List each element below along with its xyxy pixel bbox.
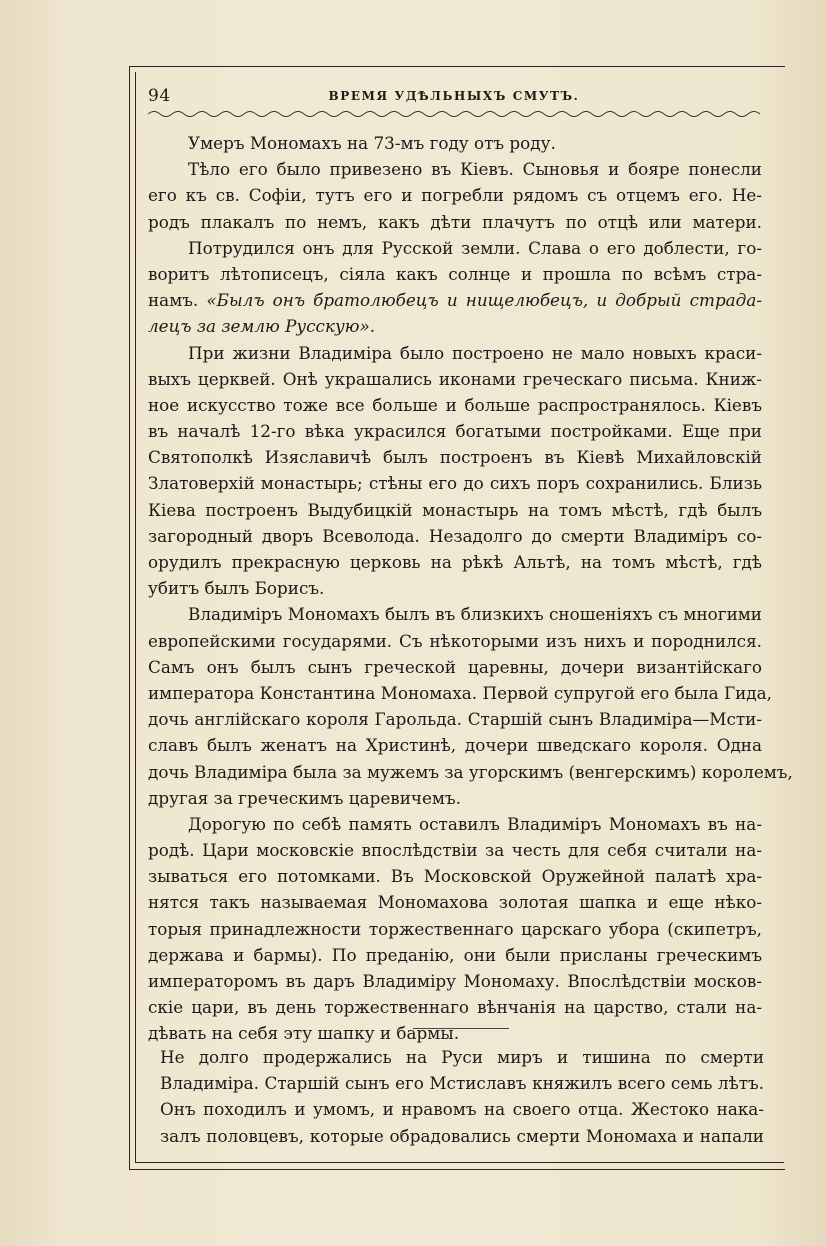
text-line: [148, 575, 762, 601]
text-line: [148, 130, 762, 156]
text-line: [148, 156, 762, 182]
page-number: 94: [148, 86, 171, 106]
text-line-content: залъ половцевъ, которые обрадовались смерти Мономаха и напали: [160, 1125, 764, 1146]
page-header: [148, 86, 760, 108]
text-line-content: родѣ. Цари московскіе впослѣдствіи за честь для себя считали на-: [148, 840, 762, 861]
text-line: [148, 654, 762, 680]
text-line-content: зываться его потомками. Въ Московской Оружейной палатѣ хра-: [148, 866, 762, 887]
text-line: [148, 916, 762, 942]
text-line: [148, 863, 762, 889]
text-line: [148, 523, 762, 549]
text-line-content: другая за греческимъ царевичемъ.: [148, 787, 461, 808]
italic-quote: «Былъ онъ братолюбецъ и нищелюбецъ, и добрый страда-: [206, 290, 762, 311]
text-line-content: Онъ походилъ и умомъ, и нравомъ на своего отца. Жестоко нака-: [160, 1099, 764, 1120]
text-line: [148, 392, 762, 418]
text-line: [148, 313, 762, 339]
text-line-content: Дорогую по себѣ память оставилъ Владиміръ Мономахъ въ на-: [188, 813, 762, 834]
text-line: [148, 287, 762, 313]
text-line: [148, 182, 762, 208]
text-line: [148, 732, 762, 758]
text-line: [148, 759, 793, 785]
text-line: [148, 628, 762, 654]
text-line-content: держава и бармы). По преданію, они были присланы греческимъ: [148, 944, 762, 965]
text-line-content: орудилъ прекрасную церковь на рѣкѣ Альтѣ, на томъ мѣстѣ, гдѣ: [148, 552, 762, 572]
text-line-content: Умеръ Мономахъ на 73-мъ году отъ роду.: [188, 133, 556, 153]
text-line: [148, 549, 762, 575]
text-line: [148, 706, 762, 732]
text-line: [148, 470, 762, 496]
text-line-content: Владиміръ Мономахъ былъ въ близкихъ сношеніяхъ съ многими: [188, 604, 762, 625]
text-line-content: Потрудился онъ для Русской земли. Слава о его доблести, го-: [188, 237, 762, 258]
text-line: [148, 235, 762, 261]
text-line-content: скіе цари, въ день торжественнаго вѣнчанія на царство, стали на-: [148, 997, 762, 1018]
text-line-content: Не долго продержались на Руси миръ и тишина по смерти: [160, 1047, 764, 1067]
text-line-content: При жизни Владиміра было построено не мало новыхъ краси-: [188, 342, 762, 363]
second-section-text: [160, 1044, 764, 1149]
text-line-content: императоромъ въ даръ Владиміру Мономаху. Впослѣдствіи москов-: [148, 971, 762, 991]
text-line: [148, 680, 772, 706]
text-line: [148, 366, 762, 392]
text-line-content: Кіева построенъ Выдубицкій монастырь на томъ мѣстѣ, гдѣ былъ: [148, 499, 762, 520]
text-line-content: Самъ онъ былъ сынъ греческой царевны, дочери византійскаго: [148, 656, 762, 677]
text-line: [148, 497, 762, 523]
text-line-content: европейскими государями. Съ нѣкоторыми изъ нихъ и породнился.: [148, 630, 762, 651]
text-line: [160, 1096, 764, 1122]
text-line-content: въ началѣ 12-го вѣка украсился богатыми постройками. Еще при: [148, 421, 762, 442]
text-line-content: воритъ лѣтописецъ, сіяла какъ солнце и прошла по всѣмъ стра-: [148, 263, 762, 284]
section-separator: [413, 1028, 509, 1029]
text-line: [148, 994, 762, 1020]
text-line: [148, 837, 762, 863]
text-line: [148, 601, 762, 627]
text-line-content: торыя принадлежности торжественнаго царскаго убора (скипетръ,: [148, 918, 762, 939]
text-line-content: намъ.: [148, 290, 199, 311]
text-line-content: императора Константина Мономаха. Первой супругой его была Гида,: [148, 682, 772, 703]
text-line-content: его къ св. Софіи, тутъ его и погребли рядомъ съ отцемъ его. Не-: [148, 185, 762, 206]
text-line-content: дочь англійскаго короля Гарольда. Старшій сынъ Владиміра—Мсти-: [148, 709, 762, 730]
text-line: [148, 418, 762, 444]
text-line-content: родъ плакалъ по немъ, какъ дѣти плачутъ по отцѣ или матери.: [148, 211, 762, 232]
text-line: [160, 1070, 764, 1096]
text-line-content: выхъ церквей. Онѣ украшались иконами греческаго письма. Книж-: [148, 368, 762, 389]
header-ornament-line: [148, 108, 760, 120]
text-line-content: Святополкѣ Изяславичѣ былъ построенъ въ Кіевѣ Михайловскій: [148, 447, 762, 468]
text-line-content: дочь Владиміра была за мужемъ за угорскимъ (венгерскимъ) королемъ,: [148, 761, 793, 782]
text-line: [148, 261, 762, 287]
text-line: [148, 889, 762, 915]
text-line: [160, 1044, 764, 1070]
text-line-content: убитъ былъ Борисъ.: [148, 578, 325, 599]
text-line-content: загородный дворъ Всеволода. Незадолго до смерти Владиміръ со-: [148, 525, 762, 546]
text-line: [160, 1123, 764, 1149]
text-line-content: славъ былъ женатъ на Христинѣ, дочери шведскаго короля. Одна: [148, 735, 762, 756]
italic-quote: лецъ за землю Русскую».: [148, 316, 376, 337]
text-line: [148, 340, 762, 366]
text-line-content: Тѣло его было привезено въ Кіевъ. Сыновья и бояре понесли: [188, 159, 762, 180]
text-line: [148, 444, 762, 470]
text-line: [148, 942, 762, 968]
text-line: [148, 968, 762, 994]
text-line-content: Златоверхій монастырь; стѣны его до сихъ поръ сохранились. Близь: [148, 473, 762, 494]
text-line-content: дѣвать на себя эту шапку и бармы.: [148, 1023, 460, 1044]
text-line: [148, 811, 762, 837]
text-line: [148, 1020, 762, 1046]
text-line-content: ное искусство тоже все больше и больше распространялось. Кіевъ: [148, 394, 762, 415]
body-text: [148, 130, 793, 1047]
text-line: [148, 785, 762, 811]
text-line-content: нятся такъ называемая Мономахова золотая шапка и еще нѣко-: [148, 892, 762, 913]
text-line: [148, 209, 762, 235]
running-head: ВРЕМЯ УДѢЛЬНЫХЪ СМУТЪ.: [328, 89, 580, 103]
text-line-content: Владиміра. Старшій сынъ его Мстиславъ княжилъ всего семь лѣтъ.: [160, 1073, 764, 1094]
